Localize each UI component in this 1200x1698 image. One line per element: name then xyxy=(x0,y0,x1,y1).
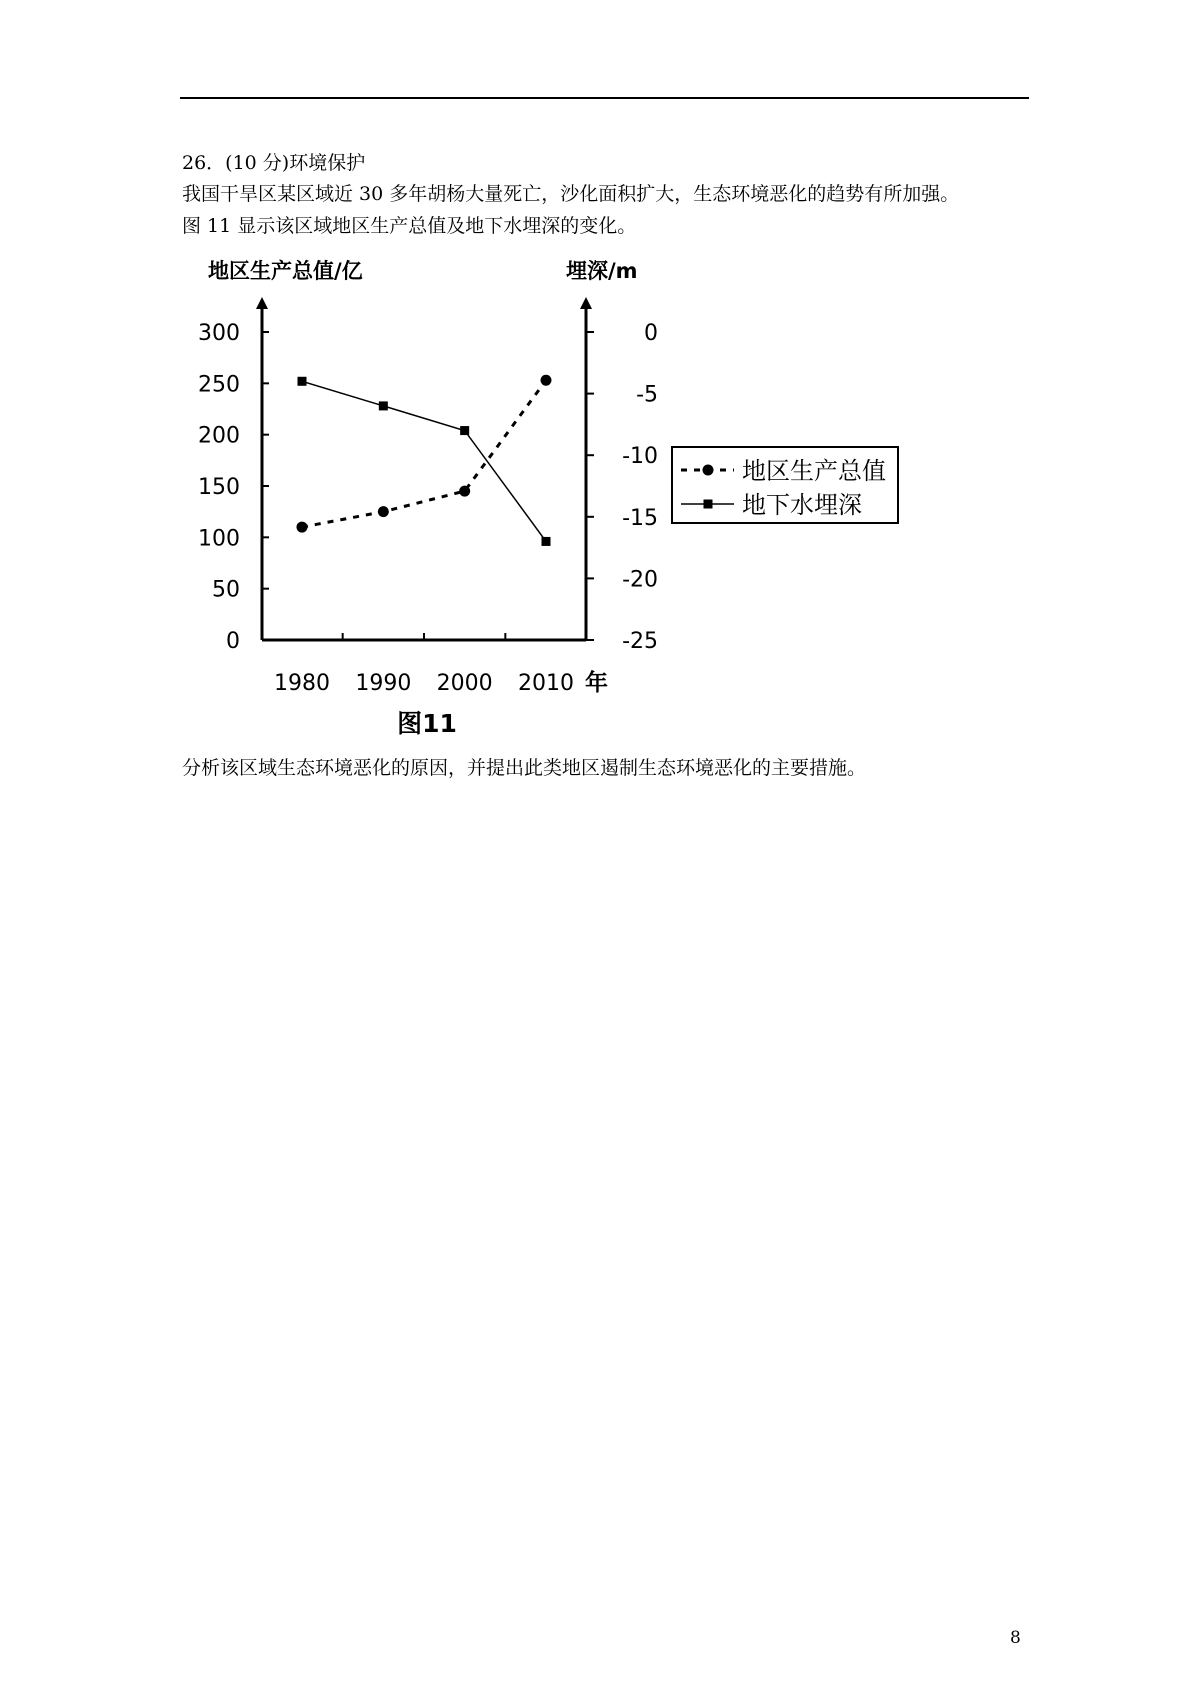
right-tick-label: 0 xyxy=(644,321,658,346)
x-tick-label: 2000 xyxy=(436,671,493,696)
figure-11-chart xyxy=(180,245,940,745)
right-tick-label: -25 xyxy=(622,629,658,654)
x-tick-label: 1980 xyxy=(274,671,330,696)
gdp-data-point xyxy=(459,486,470,497)
legend-gdp-label: 地区生产总值 xyxy=(742,457,886,485)
chart-labels xyxy=(208,259,638,738)
question-prompt: 分析该区域生态环境恶化的原因，并提出此类地区遏制生态环境恶化的主要措施。 xyxy=(182,757,867,779)
figure-caption: 图11 xyxy=(397,709,457,738)
x-tick-label: 2010 xyxy=(518,671,574,696)
groundwater-data-point xyxy=(379,401,388,410)
legend-gdp-marker xyxy=(703,465,714,476)
question-heading: 26．(10 分)环境保护 xyxy=(182,152,366,174)
groundwater-data-point xyxy=(542,537,551,546)
left-tick-label: 200 xyxy=(198,423,240,449)
right-tick-label: -20 xyxy=(622,567,658,593)
left-axis-title: 地区生产总值/亿 xyxy=(208,259,363,283)
chart-series xyxy=(297,375,552,546)
gdp-series-line xyxy=(302,380,546,527)
left-tick-label: 150 xyxy=(198,475,240,500)
left-tick-label: 300 xyxy=(198,321,240,346)
groundwater-data-point xyxy=(298,377,307,386)
gdp-data-point xyxy=(541,375,552,386)
header-rule xyxy=(180,97,1029,99)
groundwater-series-line xyxy=(302,381,546,541)
right-tick-label: -10 xyxy=(622,444,658,470)
right-y-axis-arrow xyxy=(580,297,592,309)
gdp-data-point xyxy=(297,522,308,533)
left-tick-label: 50 xyxy=(212,577,240,603)
question-intro-line2: 图 11 显示该区域地区生产总值及地下水埋深的变化。 xyxy=(182,215,637,237)
chart-axes xyxy=(256,297,592,640)
right-axis-title: 埋深/m xyxy=(566,259,638,283)
legend-groundwater-label: 地下水埋深 xyxy=(742,491,862,519)
left-tick-label: 0 xyxy=(226,629,240,654)
x-axis-unit: 年 xyxy=(585,670,608,696)
groundwater-data-point xyxy=(460,426,469,435)
right-tick-label: -5 xyxy=(636,382,658,408)
right-tick-label: -15 xyxy=(622,505,658,531)
gdp-data-point xyxy=(378,506,389,517)
legend-groundwater-marker xyxy=(704,500,713,509)
chart-legend xyxy=(672,447,898,523)
question-intro-line1: 我国干旱区某区域近 30 多年胡杨大量死亡，沙化面积扩大，生态环境恶化的趋势有所加强。 xyxy=(182,183,960,205)
page-number: 8 xyxy=(1010,1628,1021,1648)
x-tick-label: 1990 xyxy=(355,671,412,696)
left-tick-label: 250 xyxy=(198,372,240,398)
left-tick-label: 100 xyxy=(198,526,240,552)
left-y-axis-arrow xyxy=(256,297,268,309)
